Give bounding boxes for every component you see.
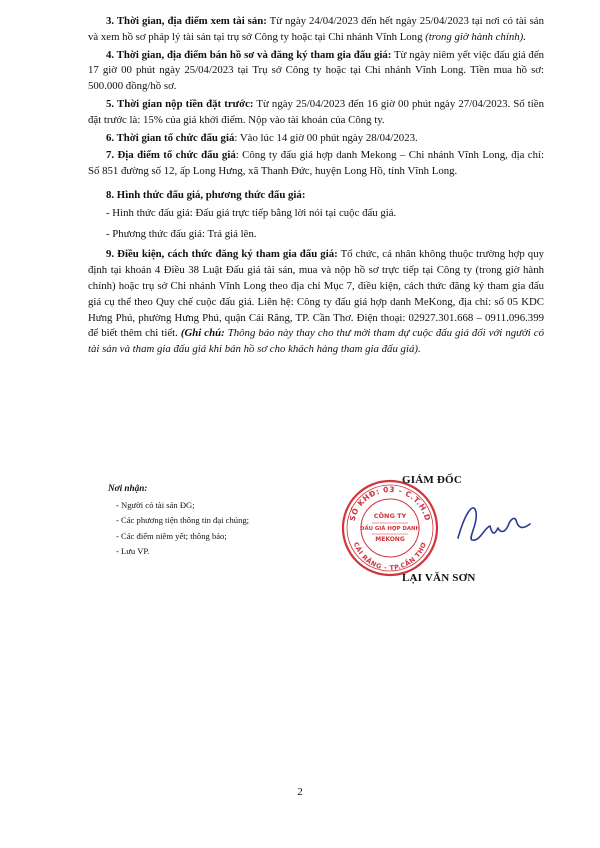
section-3-label: 3. Thời gian, địa điểm xem tài sản: [106, 15, 267, 27]
section-6-label: 6. Thời gian tổ chức đấu giá [106, 131, 235, 144]
company-seal [340, 478, 440, 578]
seal-ring-text: SỐ KHĐ: 03 - C.T.H.D [347, 484, 433, 523]
section-3-body: Từ ngày 24/04/2023 đến hết ngày 25/04/2023 tại nơi có tài sản và xem hồ sơ pháp lý tài sản tại trụ sở Công ty hoặc tại Chi nhánh Vĩnh Long [88, 15, 544, 43]
seal-line3: MEKONG [375, 536, 405, 543]
section-9-label: 9. Điều kiện, cách thức đăng ký tham gia đấu giá: [106, 248, 338, 261]
section-8-bullet-form: - Hình thức đấu giá: Đấu giá trực tiếp bằng lời nói tại cuộc đấu giá. [106, 206, 397, 219]
section-5 [88, 97, 544, 129]
recipient-item: - Lưu VP. [116, 546, 150, 556]
page-number: 2 [297, 786, 303, 798]
seal-line1: CÔNG TY [373, 512, 407, 520]
section-5-body: Từ ngày 25/04/2023 đến 16 giờ 00 phút ngày 27/04/2023. Số tiền đặt trước là: 15% của giá khởi điểm. Nộp vào tài khoản của Công ty. [88, 97, 544, 126]
recipient-item: - Các điểm niêm yết; thông báo; [116, 530, 227, 541]
section-6-body: : Vào lúc 14 giờ 00 phút ngày 28/04/2023. [234, 131, 418, 144]
section-7-body: : Công ty đấu giá hợp danh Mekong – Chi nhánh Vĩnh Long, địa chỉ: Số 851 đường số 12, ấp Long Hưng, xã Thanh Đức, huyện Long Hồ, tỉnh Vĩnh Long. [88, 149, 544, 178]
signer-name: LẠI VĂN SƠN [402, 572, 476, 584]
section-9-note-label: (Ghi chú: [180, 327, 225, 340]
section-4-label: 4. Thời gian, địa điểm bán hồ sơ và đăng ký tham gia đấu giá: [106, 48, 392, 61]
section-6 [88, 131, 544, 147]
document-body [88, 14, 544, 360]
seal-line2: ĐẤU GIÁ HỢP DANH [359, 526, 421, 532]
section-5-label: 5. Thời gian nộp tiền đặt trước: [106, 97, 254, 110]
section-9 [88, 247, 544, 358]
recipients-heading: Nơi nhận: [108, 483, 148, 493]
seal-bottom-text: CÁI RĂNG - TP.CẦN THƠ [351, 540, 429, 573]
section-3 [88, 14, 544, 46]
section-4-body: Từ ngày niêm yết việc đấu giá đến 17 giờ 00 phút ngày 25/04/2023 tại Trụ sở Công ty hoặc tại Chi nhánh Vĩnh Long. Tiền mua hồ sơ: 500.000 đồng/hồ sơ. [88, 48, 545, 93]
recipient-item: - Các phương tiện thông tin đại chúng; [116, 515, 250, 525]
recipient-item: - Người có tài sản ĐG; [116, 499, 195, 510]
signature-title: GIÁM ĐỐC [402, 474, 462, 486]
recipients-block [108, 481, 249, 560]
section-3-note: (trong giờ hành chính). [425, 30, 526, 43]
section-8-heading [88, 188, 544, 204]
section-7-label: 7. Địa điểm tổ chức đấu giá [106, 149, 236, 162]
handwritten-signature [452, 498, 532, 548]
section-8-bullet-method: - Phương thức đấu giá: Trả giá lên. [106, 227, 257, 240]
section-9-body: Tổ chức, cá nhân không thuộc trường hợp quy định tại khoản 4 Điều 38 Luật Đấu giá tài sản, mua và nộp hồ sơ trực tiếp tại Công ty (trong giờ hành chính) hoặc trụ sở Chi nhánh Vĩnh Long theo địa chỉ Mục 7, điều kiện, cách thức đăng ký tham gia đấu giá cụ thể theo Quy chế cuộc đấu giá. Liên hệ: Công ty đấu giá hợp danh MeKong, địa chỉ: số 05 KDC Hưng Phú, phường Hưng Phú, quận Cái Răng, TP. Cần Thơ. Điện thoại: 02927.301.668 – 0911.096.399 để biết thêm chi tiết. [88, 248, 544, 340]
section-7 [88, 148, 544, 180]
section-9-note-body: Thông báo này thay cho thư mời tham dự cuộc đấu giá đối với người có tài sản và tham gia đấu giá khi bán hồ sơ cho khách hàng tham gia đấu giá). [88, 327, 544, 356]
section-4 [88, 48, 544, 95]
section-8-label: 8. Hình thức đấu giá, phương thức đấu giá: [106, 188, 306, 201]
